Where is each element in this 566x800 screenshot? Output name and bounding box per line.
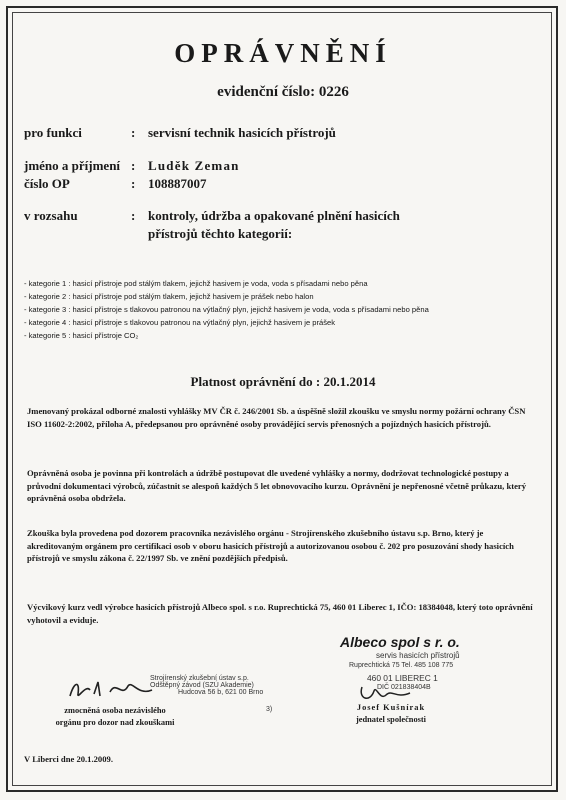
scope-value-line2: přístrojů těchto kategorií: [148,226,293,241]
id-card-label: číslo OP [24,176,70,191]
left-caption-1: zmocněná osoba nezávislého [64,706,166,715]
left-stamp-note: 3) [266,706,273,713]
left-stamp-line: Odštěpný závod (SZÚ Akademie) [150,682,254,689]
paragraph-exam: Zkouška byla provedena pod dozorem pracovníka nezávislého orgánu - Strojírenského zkušebního ústavu s.p. Brno, který je akreditovaným orgánem pro certifikaci osob v oboru hasicích přístrojů a autorizovanou osobou č. 202 pro posuzování shody hasicích přístrojů ve smyslu zákona č. 22/1997 Sb. ve znění pozdějších předpisů. [27,528,514,563]
function-colon: : [131,125,136,140]
issue-place-date: V Liberci dne 20.1.2009. [24,754,113,764]
validity-date: Platnost oprávnění do : 20.1.2014 [190,374,376,389]
id-card-value: 108887007 [148,176,207,191]
right-signer-name: Josef Kušnírak [356,703,426,712]
albeco-stamp-line: 460 01 LIBEREC 1 [367,673,438,683]
function-value: servisní technik hasicích přístrojů [148,125,336,140]
category-item: - kategorie 1 : hasicí přístroje pod stálým tlakem, jejichž hasivem je voda, voda s přísadami nebo pěna [24,279,368,288]
function-label: pro funkci [24,125,82,140]
category-item: - kategorie 3 : hasicí přístroje s tlakovou patronou na výtlačný plyn, jejichž hasivem je voda, voda s přísadami nebo pěna [24,305,429,314]
right-signature [356,681,416,705]
albeco-stamp-line: DIČ 021838404B [377,684,431,691]
left-signature [66,676,156,702]
category-item: - kategorie 4 : hasicí přístroje s tlakovou patronou na výtlačný plyn, jejichž hasivem je prášek [24,318,336,327]
document-title: OPRÁVNĚNÍ [174,38,392,68]
scope-value-line1: kontroly, údržba a opakované plnění hasicích [148,208,400,223]
albeco-stamp-line: Ruprechtická 75 Tel. 485 108 775 [349,662,454,669]
registry-number: evidenční číslo: 0226 [217,84,349,100]
left-stamp-line: Hudcova 56 b, 621 00 Brno [178,689,264,696]
name-value: Luděk Zeman [148,158,240,173]
scope-label: v rozsahu [24,208,78,223]
right-signer-role: jednatel společnosti [355,715,427,724]
albeco-stamp-line: servis hasicích přístrojů [376,651,460,660]
albeco-logo: Albeco spol s r. o. [340,634,460,650]
left-caption-2: orgánu pro dozor nad zkouškami [55,718,175,727]
left-stamp-line: Strojírenský zkušební ústav s.p. [150,675,249,682]
paragraph-knowledge: Jmenovaný prokázal odborné znalosti vyhlášky MV ČR č. 246/2001 Sb. a úspěšně složil zkoušku ve smyslu normy požární ochrany ČSN ISO 11602-2:2002, příloha A, předepsanou pro oprávněné osoby provádějící servis přenosných a pojízdných hasicích přístrojů. [27,406,526,429]
category-item: - kategorie 5 : hasicí přístroje CO₂ [24,331,139,340]
id-card-colon: : [131,176,136,191]
left-stamp [150,675,320,696]
paragraph-training: Výcvikový kurz vedl výrobce hasicích přístrojů Albeco spol. s r.o. Ruprechtická 75, 460 01 Liberec 1, IČO: 18384048, který toto oprávnění vyhotovil a eviduje. [27,602,533,625]
paragraph-obligations: Oprávněná osoba je povinna při kontrolách a údržbě postupovat dle uvedené vyhlášky a normy, dodržovat technologické postupy a průvodní dokumentaci výrobců, zúčastnit se alespoň každých 5 let obnovovacího kurzu. Oprávnění je nepřenosné včetně průkazu, který oprávněná osoba obdržela. [27,468,527,503]
name-colon: : [131,158,136,173]
albeco-stamp [340,634,540,652]
category-item: - kategorie 2 : hasicí přístroje pod stálým tlakem, jejichž hasivem je prášek nebo halon [24,292,314,301]
scope-colon: : [131,208,136,223]
name-label: jméno a příjmení [24,158,121,173]
